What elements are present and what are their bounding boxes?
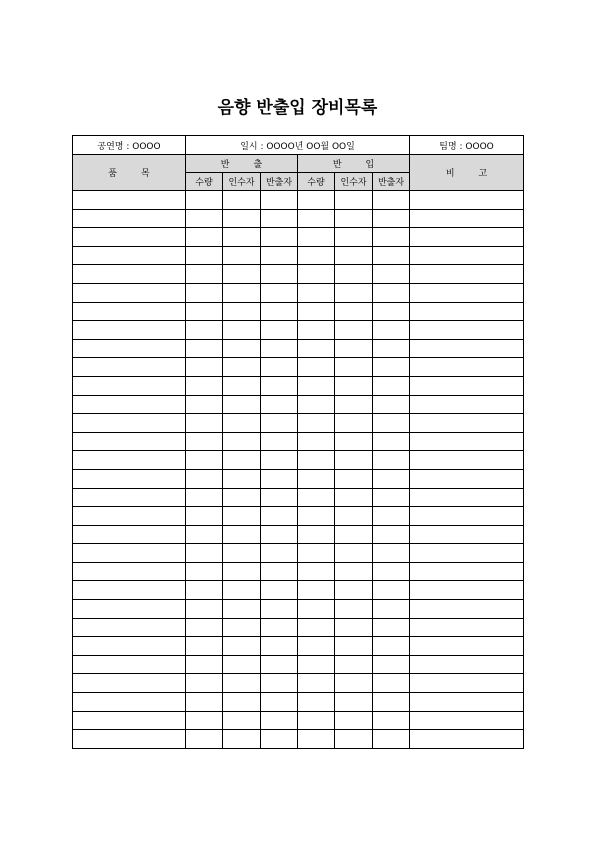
sender-out-cell[interactable] <box>261 191 298 210</box>
receiver-out-cell[interactable] <box>223 693 261 712</box>
item-cell[interactable] <box>73 507 186 526</box>
table-row <box>73 302 524 321</box>
item-cell[interactable] <box>73 191 186 210</box>
qty-out-cell[interactable] <box>186 414 223 433</box>
receiver-in-cell[interactable] <box>335 209 373 228</box>
in-header-b: 입 <box>365 160 375 170</box>
sender-out-cell[interactable] <box>261 730 298 749</box>
table-row <box>73 209 524 228</box>
qty-out-cell[interactable] <box>186 451 223 470</box>
receiver-out-cell[interactable] <box>223 562 261 581</box>
sender-in-cell[interactable] <box>373 451 410 470</box>
qty-out-cell[interactable] <box>186 321 223 340</box>
item-cell[interactable] <box>73 655 186 674</box>
qty-out-cell[interactable] <box>186 488 223 507</box>
receiver-in-header: 인수자 <box>335 173 373 191</box>
qty-in-cell[interactable] <box>298 283 335 302</box>
out-header-a: 반 <box>220 160 230 170</box>
table-row <box>73 265 524 284</box>
sender-in-cell[interactable] <box>373 339 410 358</box>
qty-in-cell[interactable] <box>298 618 335 637</box>
performance-name-cell: 공연명 : OOOO <box>73 136 186 155</box>
sender-out-cell[interactable] <box>261 414 298 433</box>
sender-in-cell[interactable] <box>373 283 410 302</box>
sender-out-cell[interactable] <box>261 321 298 340</box>
qty-in-cell[interactable] <box>298 507 335 526</box>
qty-out-cell[interactable] <box>186 191 223 210</box>
note-cell[interactable] <box>410 228 524 247</box>
table-row <box>73 655 524 674</box>
qty-in-cell[interactable] <box>298 414 335 433</box>
sender-out-cell[interactable] <box>261 228 298 247</box>
table-row <box>73 525 524 544</box>
note-cell[interactable] <box>410 283 524 302</box>
item-cell[interactable] <box>73 321 186 340</box>
note-cell[interactable] <box>410 191 524 210</box>
sender-in-header: 반출자 <box>373 173 410 191</box>
qty-out-cell[interactable] <box>186 711 223 730</box>
qty-out-cell[interactable] <box>186 265 223 284</box>
sender-in-cell[interactable] <box>373 488 410 507</box>
receiver-in-cell[interactable] <box>335 358 373 377</box>
qty-out-cell[interactable] <box>186 618 223 637</box>
item-cell[interactable] <box>73 488 186 507</box>
sender-out-cell[interactable] <box>261 339 298 358</box>
info-row <box>73 136 524 155</box>
qty-out-cell[interactable] <box>186 637 223 656</box>
note-cell[interactable] <box>410 525 524 544</box>
receiver-in-cell[interactable] <box>335 451 373 470</box>
out-header <box>186 155 298 173</box>
item-cell[interactable] <box>73 544 186 563</box>
item-cell[interactable] <box>73 339 186 358</box>
item-cell[interactable] <box>73 637 186 656</box>
table-row <box>73 395 524 414</box>
note-cell[interactable] <box>410 711 524 730</box>
qty-in-cell[interactable] <box>298 711 335 730</box>
table-row <box>73 618 524 637</box>
receiver-in-cell[interactable] <box>335 469 373 488</box>
out-header-b: 출 <box>253 160 263 170</box>
item-cell[interactable] <box>73 209 186 228</box>
receiver-out-cell[interactable] <box>223 395 261 414</box>
table-row <box>73 562 524 581</box>
item-header <box>73 155 186 191</box>
qty-out-cell[interactable] <box>186 469 223 488</box>
sender-out-cell[interactable] <box>261 209 298 228</box>
table-row <box>73 283 524 302</box>
item-cell[interactable] <box>73 618 186 637</box>
receiver-in-cell[interactable] <box>335 618 373 637</box>
receiver-out-cell[interactable] <box>223 209 261 228</box>
qty-out-cell[interactable] <box>186 544 223 563</box>
sender-in-cell[interactable] <box>373 637 410 656</box>
qty-in-cell[interactable] <box>298 451 335 470</box>
note-cell[interactable] <box>410 693 524 712</box>
receiver-out-cell[interactable] <box>223 376 261 395</box>
note-cell[interactable] <box>410 730 524 749</box>
qty-out-cell[interactable] <box>186 674 223 693</box>
note-cell[interactable] <box>410 451 524 470</box>
sender-in-cell[interactable] <box>373 191 410 210</box>
in-header-a: 반 <box>332 160 342 170</box>
item-cell[interactable] <box>73 525 186 544</box>
receiver-out-cell[interactable] <box>223 321 261 340</box>
receiver-in-cell[interactable] <box>335 488 373 507</box>
receiver-out-cell[interactable] <box>223 469 261 488</box>
sender-in-cell[interactable] <box>373 432 410 451</box>
sender-out-cell[interactable] <box>261 525 298 544</box>
receiver-out-cell[interactable] <box>223 283 261 302</box>
note-cell[interactable] <box>410 618 524 637</box>
qty-in-cell[interactable] <box>298 302 335 321</box>
qty-out-cell[interactable] <box>186 693 223 712</box>
receiver-out-header: 인수자 <box>223 173 261 191</box>
note-cell[interactable] <box>410 321 524 340</box>
note-cell[interactable] <box>410 469 524 488</box>
receiver-in-cell[interactable] <box>335 395 373 414</box>
sender-in-cell[interactable] <box>373 302 410 321</box>
qty-in-cell[interactable] <box>298 246 335 265</box>
table-row <box>73 730 524 749</box>
item-cell[interactable] <box>73 581 186 600</box>
table-row <box>73 693 524 712</box>
qty-in-cell[interactable] <box>298 339 335 358</box>
receiver-in-cell[interactable] <box>335 283 373 302</box>
note-cell[interactable] <box>410 544 524 563</box>
receiver-in-cell[interactable] <box>335 711 373 730</box>
qty-in-cell[interactable] <box>298 730 335 749</box>
qty-out-cell[interactable] <box>186 600 223 619</box>
receiver-out-cell[interactable] <box>223 246 261 265</box>
sender-out-cell[interactable] <box>261 358 298 377</box>
note-header <box>410 155 524 191</box>
receiver-in-cell[interactable] <box>335 562 373 581</box>
receiver-out-cell[interactable] <box>223 265 261 284</box>
sender-out-cell[interactable] <box>261 637 298 656</box>
note-cell[interactable] <box>410 209 524 228</box>
sender-in-cell[interactable] <box>373 209 410 228</box>
qty-in-cell[interactable] <box>298 228 335 247</box>
qty-out-cell[interactable] <box>186 730 223 749</box>
receiver-out-cell[interactable] <box>223 618 261 637</box>
qty-out-cell[interactable] <box>186 525 223 544</box>
receiver-in-cell[interactable] <box>335 693 373 712</box>
receiver-out-cell[interactable] <box>223 711 261 730</box>
note-cell[interactable] <box>410 562 524 581</box>
item-cell[interactable] <box>73 674 186 693</box>
receiver-in-cell[interactable] <box>335 730 373 749</box>
sender-out-cell[interactable] <box>261 655 298 674</box>
item-cell[interactable] <box>73 562 186 581</box>
sender-in-cell[interactable] <box>373 395 410 414</box>
qty-out-cell[interactable] <box>186 376 223 395</box>
sender-out-cell[interactable] <box>261 265 298 284</box>
qty-out-cell[interactable] <box>186 507 223 526</box>
qty-out-cell[interactable] <box>186 655 223 674</box>
receiver-out-cell[interactable] <box>223 674 261 693</box>
note-header-a: 비 <box>445 169 455 179</box>
receiver-out-cell[interactable] <box>223 525 261 544</box>
sender-out-cell[interactable] <box>261 711 298 730</box>
item-cell[interactable] <box>73 358 186 377</box>
sender-in-cell[interactable] <box>373 507 410 526</box>
sender-out-cell[interactable] <box>261 562 298 581</box>
receiver-out-cell[interactable] <box>223 488 261 507</box>
in-header <box>298 155 410 173</box>
receiver-out-cell[interactable] <box>223 302 261 321</box>
qty-in-cell[interactable] <box>298 581 335 600</box>
note-cell[interactable] <box>410 655 524 674</box>
qty-out-cell[interactable] <box>186 395 223 414</box>
equipment-table <box>72 135 524 749</box>
qty-out-cell[interactable] <box>186 562 223 581</box>
sender-out-cell[interactable] <box>261 302 298 321</box>
qty-out-cell[interactable] <box>186 581 223 600</box>
item-cell[interactable] <box>73 228 186 247</box>
sender-in-cell[interactable] <box>373 674 410 693</box>
sender-out-cell[interactable] <box>261 283 298 302</box>
sender-out-cell[interactable] <box>261 395 298 414</box>
qty-in-cell[interactable] <box>298 376 335 395</box>
table-row <box>73 488 524 507</box>
item-header-a: 품 <box>108 169 117 179</box>
receiver-in-cell[interactable] <box>335 655 373 674</box>
qty-out-cell[interactable] <box>186 246 223 265</box>
receiver-in-cell[interactable] <box>335 581 373 600</box>
sender-out-cell[interactable] <box>261 544 298 563</box>
table-row <box>73 469 524 488</box>
sender-in-cell[interactable] <box>373 228 410 247</box>
receiver-in-cell[interactable] <box>335 432 373 451</box>
receiver-in-cell[interactable] <box>335 507 373 526</box>
sender-in-cell[interactable] <box>373 618 410 637</box>
sender-out-cell[interactable] <box>261 246 298 265</box>
receiver-in-cell[interactable] <box>335 376 373 395</box>
sender-in-cell[interactable] <box>373 376 410 395</box>
sender-in-cell[interactable] <box>373 321 410 340</box>
qty-in-cell[interactable] <box>298 525 335 544</box>
header-row-1 <box>73 155 524 173</box>
qty-in-cell[interactable] <box>298 693 335 712</box>
sender-out-cell[interactable] <box>261 507 298 526</box>
qty-in-cell[interactable] <box>298 191 335 210</box>
note-cell[interactable] <box>410 246 524 265</box>
receiver-out-cell[interactable] <box>223 655 261 674</box>
qty-out-cell[interactable] <box>186 228 223 247</box>
date-cell: 일시 : OOOO년 OO월 OO일 <box>186 136 410 155</box>
receiver-in-cell[interactable] <box>335 600 373 619</box>
sender-in-cell[interactable] <box>373 600 410 619</box>
table-row <box>73 432 524 451</box>
sender-in-cell[interactable] <box>373 358 410 377</box>
table-row <box>73 191 524 210</box>
item-cell[interactable] <box>73 711 186 730</box>
qty-in-cell[interactable] <box>298 600 335 619</box>
note-cell[interactable] <box>410 302 524 321</box>
item-cell[interactable] <box>73 265 186 284</box>
qty-in-header: 수량 <box>298 173 335 191</box>
note-cell[interactable] <box>410 674 524 693</box>
sender-out-cell[interactable] <box>261 618 298 637</box>
table-row <box>73 674 524 693</box>
qty-in-cell[interactable] <box>298 321 335 340</box>
qty-in-cell[interactable] <box>298 655 335 674</box>
receiver-out-cell[interactable] <box>223 581 261 600</box>
receiver-in-cell[interactable] <box>335 302 373 321</box>
table-row <box>73 711 524 730</box>
sender-out-cell[interactable] <box>261 451 298 470</box>
item-cell[interactable] <box>73 414 186 433</box>
item-cell[interactable] <box>73 730 186 749</box>
receiver-out-cell[interactable] <box>223 191 261 210</box>
receiver-in-cell[interactable] <box>335 637 373 656</box>
sender-out-cell[interactable] <box>261 600 298 619</box>
receiver-out-cell[interactable] <box>223 507 261 526</box>
note-cell[interactable] <box>410 432 524 451</box>
receiver-out-cell[interactable] <box>223 339 261 358</box>
item-cell[interactable] <box>73 693 186 712</box>
table-row <box>73 507 524 526</box>
table-row <box>73 544 524 563</box>
receiver-in-cell[interactable] <box>335 228 373 247</box>
note-cell[interactable] <box>410 414 524 433</box>
table-row <box>73 414 524 433</box>
item-cell[interactable] <box>73 302 186 321</box>
sender-out-cell[interactable] <box>261 469 298 488</box>
qty-out-cell[interactable] <box>186 302 223 321</box>
note-cell[interactable] <box>410 358 524 377</box>
receiver-in-cell[interactable] <box>335 544 373 563</box>
item-cell[interactable] <box>73 451 186 470</box>
table-row <box>73 321 524 340</box>
sender-in-cell[interactable] <box>373 544 410 563</box>
qty-in-cell[interactable] <box>298 562 335 581</box>
table-row <box>73 376 524 395</box>
qty-out-header: 수량 <box>186 173 223 191</box>
qty-in-cell[interactable] <box>298 395 335 414</box>
receiver-out-cell[interactable] <box>223 544 261 563</box>
table-row <box>73 581 524 600</box>
receiver-in-cell[interactable] <box>335 246 373 265</box>
sender-out-cell[interactable] <box>261 432 298 451</box>
item-cell[interactable] <box>73 600 186 619</box>
qty-in-cell[interactable] <box>298 358 335 377</box>
sender-in-cell[interactable] <box>373 246 410 265</box>
sender-out-header: 반출자 <box>261 173 298 191</box>
receiver-in-cell[interactable] <box>335 414 373 433</box>
qty-in-cell[interactable] <box>298 488 335 507</box>
sender-in-cell[interactable] <box>373 414 410 433</box>
qty-in-cell[interactable] <box>298 469 335 488</box>
item-cell[interactable] <box>73 469 186 488</box>
receiver-out-cell[interactable] <box>223 730 261 749</box>
qty-in-cell[interactable] <box>298 265 335 284</box>
table-row <box>73 246 524 265</box>
sender-in-cell[interactable] <box>373 655 410 674</box>
sender-in-cell[interactable] <box>373 730 410 749</box>
qty-out-cell[interactable] <box>186 358 223 377</box>
note-cell[interactable] <box>410 488 524 507</box>
sender-in-cell[interactable] <box>373 693 410 712</box>
sender-in-cell[interactable] <box>373 711 410 730</box>
table-row <box>73 451 524 470</box>
sender-out-cell[interactable] <box>261 376 298 395</box>
note-cell[interactable] <box>410 600 524 619</box>
receiver-out-cell[interactable] <box>223 600 261 619</box>
receiver-out-cell[interactable] <box>223 228 261 247</box>
qty-in-cell[interactable] <box>298 209 335 228</box>
document-title: 음향 반출입 장비목록 <box>217 98 378 118</box>
qty-in-cell[interactable] <box>298 637 335 656</box>
sender-in-cell[interactable] <box>373 469 410 488</box>
sender-in-cell[interactable] <box>373 581 410 600</box>
table-row <box>73 358 524 377</box>
item-cell[interactable] <box>73 246 186 265</box>
receiver-in-cell[interactable] <box>335 339 373 358</box>
receiver-in-cell[interactable] <box>335 265 373 284</box>
sender-in-cell[interactable] <box>373 525 410 544</box>
receiver-out-cell[interactable] <box>223 358 261 377</box>
qty-in-cell[interactable] <box>298 544 335 563</box>
table-row <box>73 339 524 358</box>
item-header-b: 목 <box>141 169 150 179</box>
team-name-cell: 팀명 : OOOO <box>410 136 524 155</box>
receiver-out-cell[interactable] <box>223 637 261 656</box>
note-cell[interactable] <box>410 637 524 656</box>
note-cell[interactable] <box>410 581 524 600</box>
receiver-in-cell[interactable] <box>335 525 373 544</box>
qty-out-cell[interactable] <box>186 339 223 358</box>
note-cell[interactable] <box>410 339 524 358</box>
sender-out-cell[interactable] <box>261 693 298 712</box>
table-row <box>73 600 524 619</box>
note-cell[interactable] <box>410 376 524 395</box>
item-cell[interactable] <box>73 395 186 414</box>
item-cell[interactable] <box>73 376 186 395</box>
receiver-out-cell[interactable] <box>223 432 261 451</box>
item-cell[interactable] <box>73 432 186 451</box>
qty-out-cell[interactable] <box>186 209 223 228</box>
sender-out-cell[interactable] <box>261 674 298 693</box>
receiver-in-cell[interactable] <box>335 191 373 210</box>
note-cell[interactable] <box>410 265 524 284</box>
sender-in-cell[interactable] <box>373 562 410 581</box>
receiver-in-cell[interactable] <box>335 321 373 340</box>
qty-in-cell[interactable] <box>298 432 335 451</box>
qty-out-cell[interactable] <box>186 283 223 302</box>
note-cell[interactable] <box>410 395 524 414</box>
sender-out-cell[interactable] <box>261 488 298 507</box>
table-row <box>73 637 524 656</box>
receiver-in-cell[interactable] <box>335 674 373 693</box>
qty-out-cell[interactable] <box>186 432 223 451</box>
qty-in-cell[interactable] <box>298 674 335 693</box>
note-cell[interactable] <box>410 507 524 526</box>
sender-out-cell[interactable] <box>261 581 298 600</box>
receiver-out-cell[interactable] <box>223 451 261 470</box>
sender-in-cell[interactable] <box>373 265 410 284</box>
table-row <box>73 228 524 247</box>
item-cell[interactable] <box>73 283 186 302</box>
receiver-out-cell[interactable] <box>223 414 261 433</box>
note-header-b: 고 <box>478 169 488 179</box>
